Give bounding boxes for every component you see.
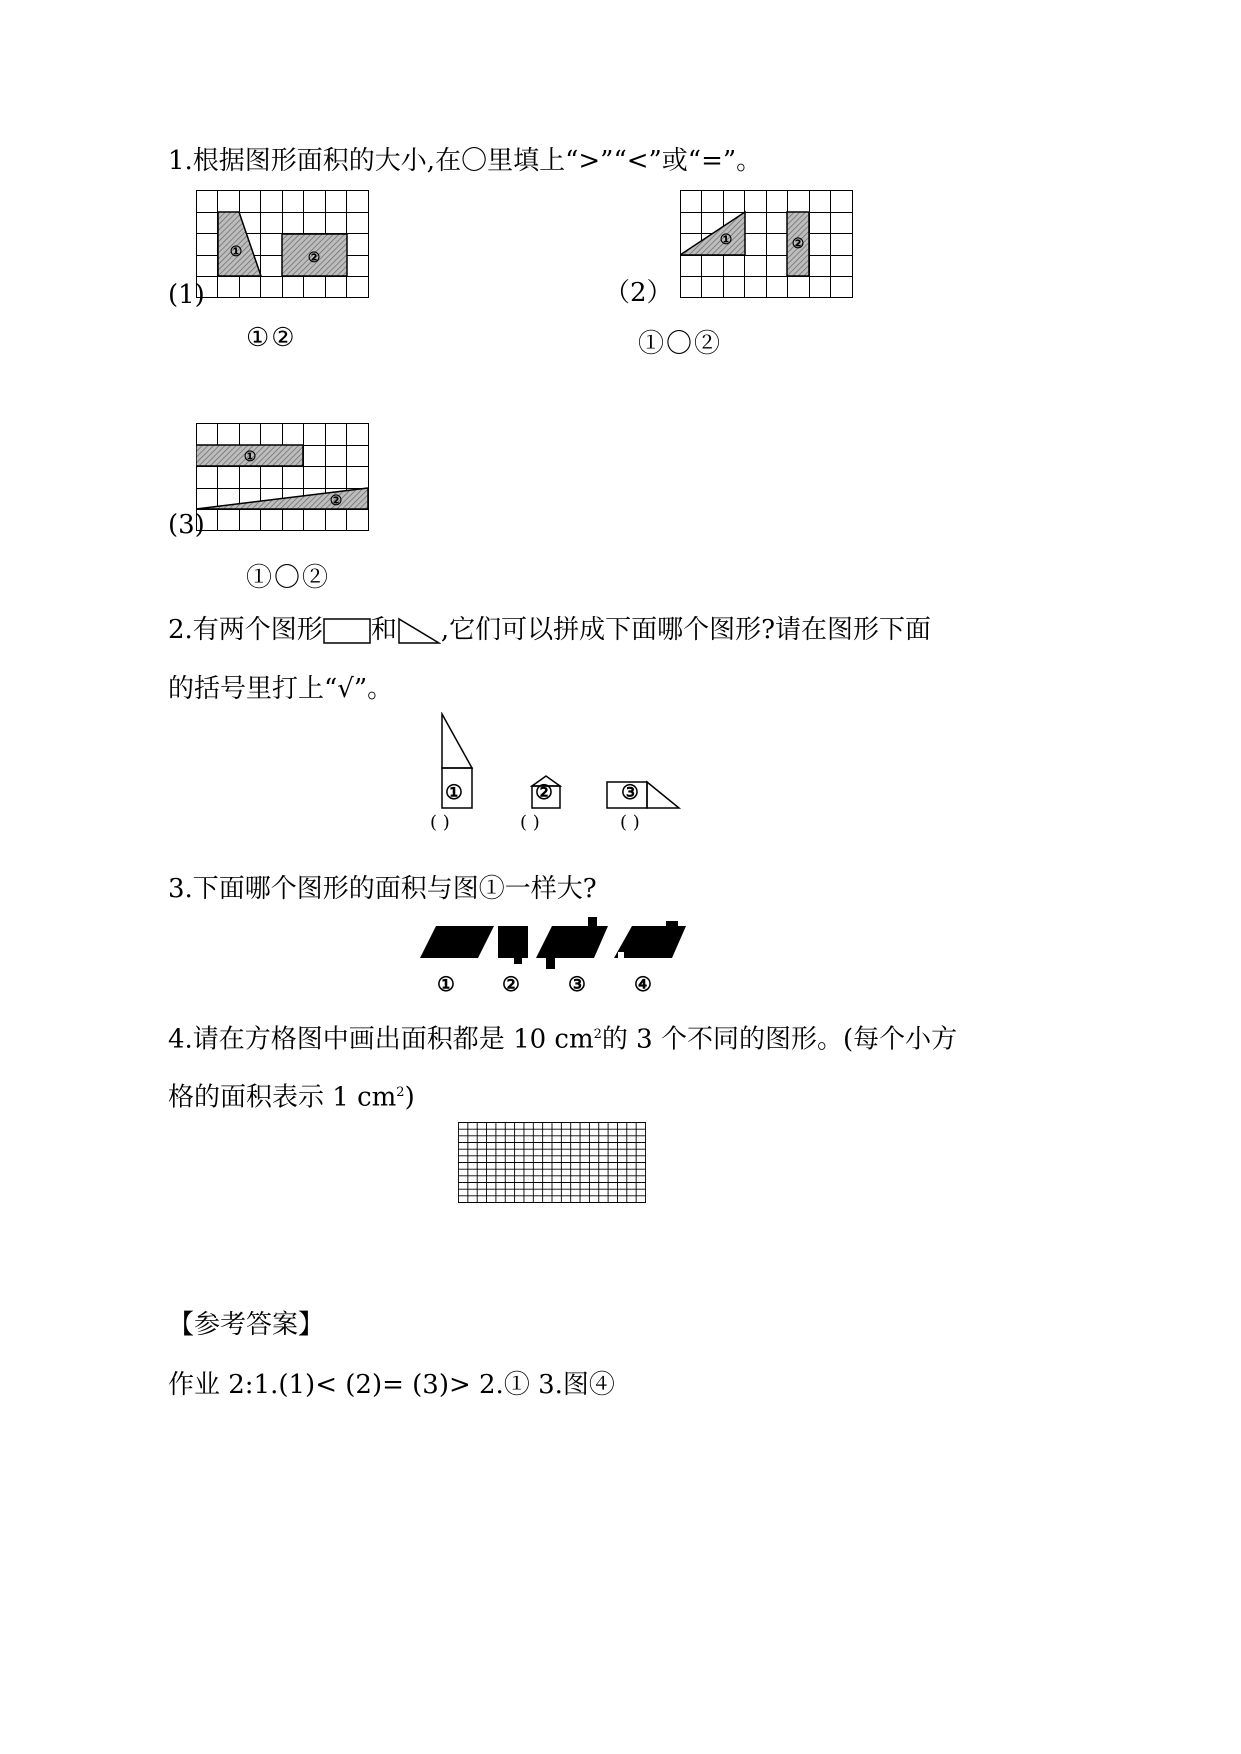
- q4-sup2: 2: [396, 1085, 405, 1100]
- q4-drawing-grid[interactable]: [458, 1122, 648, 1204]
- q1-part2-compare[interactable]: ①〇②: [638, 329, 723, 359]
- q1-part1-label: (1): [168, 280, 205, 310]
- q1-part1-grid-figure: [196, 190, 372, 302]
- q3-shape4-parallelogram: [614, 926, 686, 958]
- answers-heading: 【参考答案】: [168, 1310, 325, 1340]
- q2-prompt-line2: 的括号里打上“√”。: [168, 674, 394, 704]
- svg-text:②: ②: [791, 236, 805, 252]
- q2-option1-label: ①: [445, 780, 463, 804]
- q3-label-1: ①: [437, 972, 455, 996]
- q1-part1-compare[interactable]: ①②: [246, 323, 297, 353]
- q1-part3-grid-figure: [196, 423, 372, 535]
- q3-shape3-top-tab: [588, 917, 597, 926]
- q4-line1-a: 4.请在方格图中画出面积都是 10 cm: [168, 1024, 594, 1055]
- q2-option2-label: ②: [535, 780, 553, 804]
- q2-option3-answer-box[interactable]: ( ): [620, 812, 640, 833]
- q3-label-2: ②: [502, 972, 520, 996]
- q3-shape1-parallelogram: [420, 926, 494, 958]
- svg-text:①: ①: [229, 244, 243, 260]
- q2-option2-answer-box[interactable]: ( ): [520, 812, 540, 833]
- q4-line2-a: 格的面积表示 1 cm: [168, 1082, 397, 1113]
- q2-prompt-line1: [168, 615, 931, 646]
- q4-prompt-line1: [168, 1020, 957, 1055]
- q4-line2-b: ): [404, 1082, 415, 1113]
- q3-label-3: ③: [568, 972, 586, 996]
- q2-prompt-b: ,它们可以拼成下面哪个图形?请在图形下面: [440, 615, 932, 645]
- q3-shape2-rectangle: [498, 926, 528, 958]
- q3-shapes-figure: [418, 914, 692, 972]
- svg-text:①: ①: [243, 449, 257, 465]
- q1-part2-grid-figure: [680, 190, 856, 302]
- svg-text:②: ②: [307, 250, 321, 266]
- q2-option1-answer-box[interactable]: ( ): [430, 812, 450, 833]
- q4-line1-b: 的 3 个不同的图形。(每个小方: [601, 1024, 958, 1055]
- q2-rectangle-icon: [323, 616, 371, 646]
- q2-prompt-and: 和: [370, 615, 397, 645]
- q3-shape3-bottom-tab: [546, 958, 555, 969]
- q1-prompt: 1.根据图形面积的大小,在〇里填上“>”“<”或“=”。: [168, 146, 763, 176]
- q2-prompt-a: 2.有两个图形: [168, 615, 323, 645]
- q2-option3-label: ③: [621, 780, 639, 804]
- svg-text:①: ①: [719, 232, 733, 248]
- q3-label-4: ④: [634, 972, 652, 996]
- q1-part3-label: (3): [168, 510, 205, 540]
- q3-prompt: 3.下面哪个图形的面积与图①一样大?: [168, 874, 597, 904]
- q4-prompt-line2: [168, 1078, 415, 1113]
- q3-shape4-top-tab: [666, 921, 678, 926]
- q4-sup1: 2: [593, 1027, 602, 1042]
- q1-part3-compare[interactable]: ①〇②: [246, 563, 331, 593]
- q3-shape4-notch: [618, 952, 624, 958]
- answers-text: 作业 2:1.(1)< (2)= (3)> 2.① 3.图④: [168, 1370, 615, 1400]
- q3-shape2-tab: [514, 958, 522, 964]
- q2-triangle-icon: [397, 616, 441, 646]
- q1-part2-label: （2）: [604, 278, 673, 308]
- q2-option3-figure: [605, 780, 683, 810]
- q3-shape3-parallelogram: [536, 926, 608, 958]
- svg-text:②: ②: [329, 493, 343, 509]
